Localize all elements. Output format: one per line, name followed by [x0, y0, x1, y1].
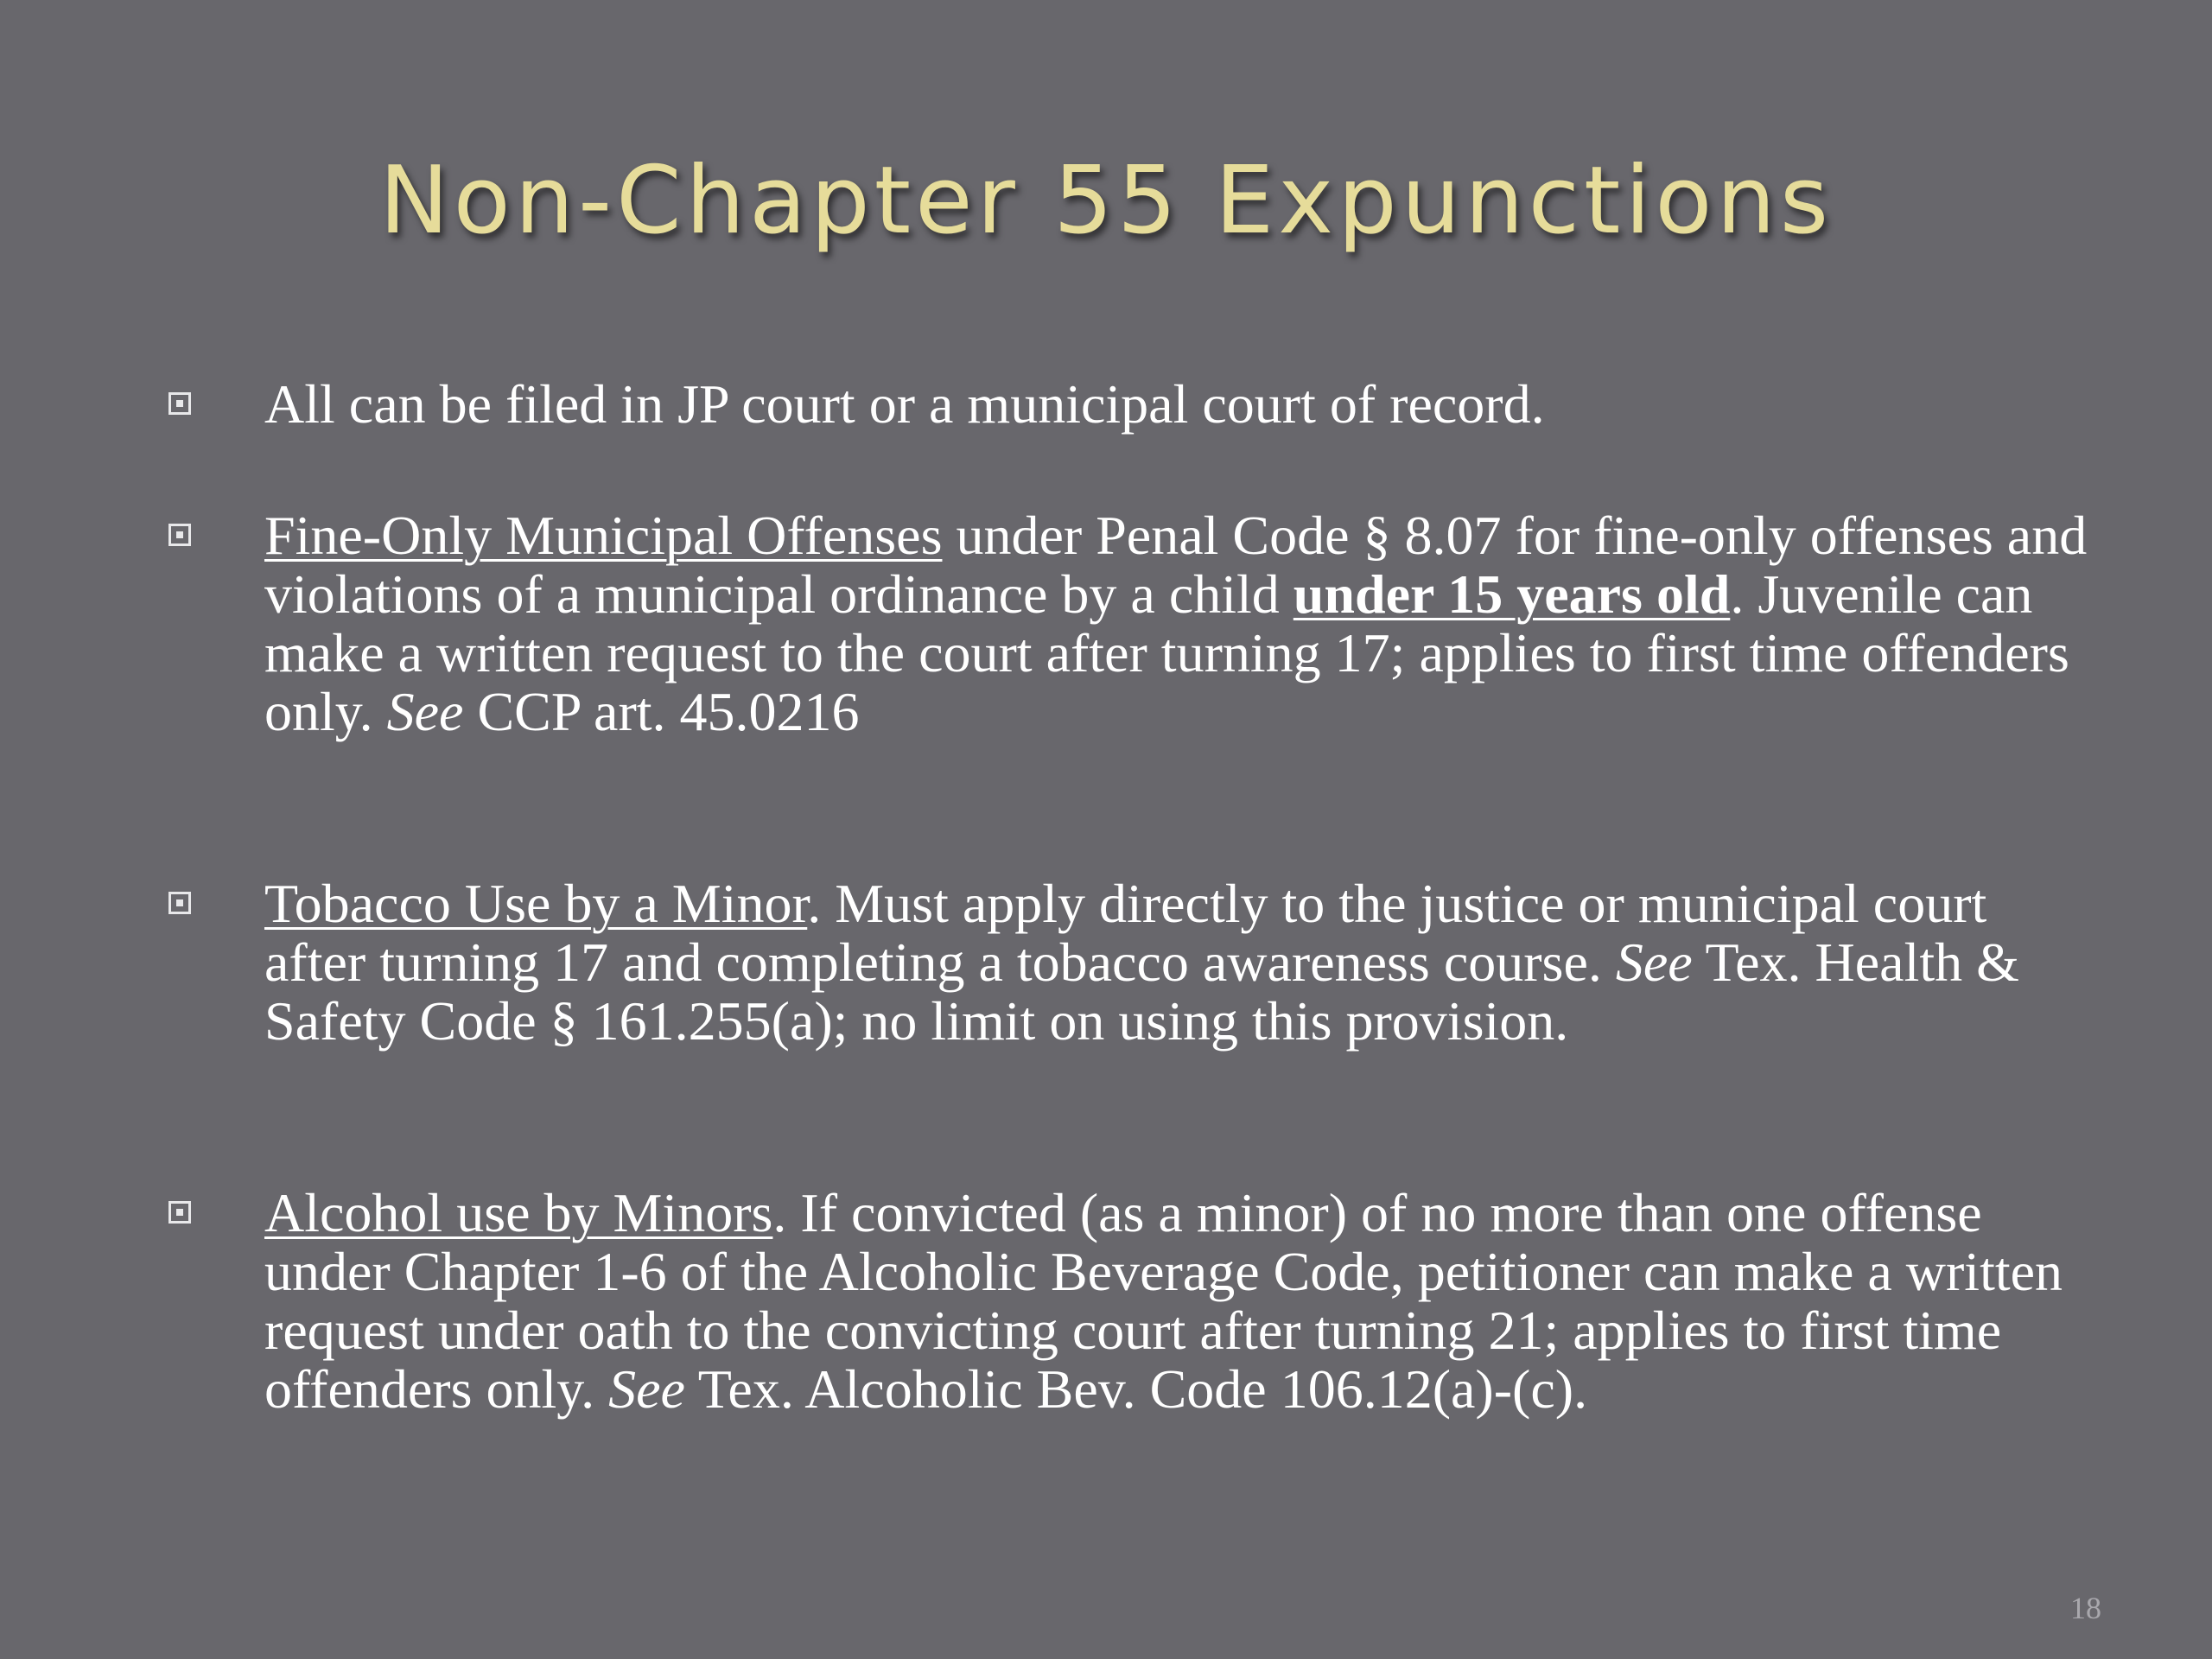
- bullet-text: . If convicted (as a minor) of no more than one offense under Chapter 1-6 of the Alcoholic Beverage Code, petitioner can make a written request under oath to the convicting court after turning 21; applies to first time offenders only.: [264, 1182, 2063, 1420]
- bullet-item-fine-only-offenses: [264, 506, 2088, 741]
- citation: CCP art. 45.0216: [463, 681, 860, 742]
- bullet-item-filing: [264, 375, 2088, 434]
- bullet-text: . Must apply directly to the justice or municipal court after turning 17 and completing a tobacco awareness course.: [264, 873, 1987, 993]
- square-bullet-icon: [168, 524, 191, 546]
- citation: Tex. Alcoholic Bev. Code 106.12(a)-(c).: [684, 1358, 1588, 1420]
- bullet-heading: Alcohol use by Minors: [264, 1182, 773, 1243]
- square-bullet-icon: [168, 892, 191, 914]
- page-number: 18: [2070, 1591, 2101, 1625]
- bullet-item-tobacco-use: [264, 874, 2088, 1051]
- see-signal: See: [1615, 931, 1693, 993]
- bullet-item-alcohol-use: [264, 1184, 2088, 1419]
- slide-title: Non-Chapter 55 Expunctions: [378, 147, 1834, 255]
- square-bullet-icon: [168, 392, 191, 415]
- bullet-emphasis: under 15 years old: [1293, 563, 1731, 625]
- square-bullet-icon: [168, 1201, 191, 1224]
- bullet-heading: Tobacco Use by a Minor: [264, 873, 808, 934]
- bullet-text: All can be filed in JP court or a municipal court of record.: [264, 373, 1545, 435]
- bullet-text: under Penal Code § 8.07 for fine-only offenses and violations of a municipal ordinance by a child: [264, 505, 2088, 625]
- citation: Tex. Health & Safety Code § 161.255(a); no limit on using this provision.: [264, 931, 2019, 1052]
- bullet-heading: Fine-Only Municipal Offenses: [264, 505, 943, 566]
- bullet-text: . Juvenile can make a written request to the court after turning 17; applies to first time offenders only.: [264, 563, 2069, 742]
- see-signal: See: [608, 1358, 685, 1420]
- see-signal: See: [386, 681, 464, 742]
